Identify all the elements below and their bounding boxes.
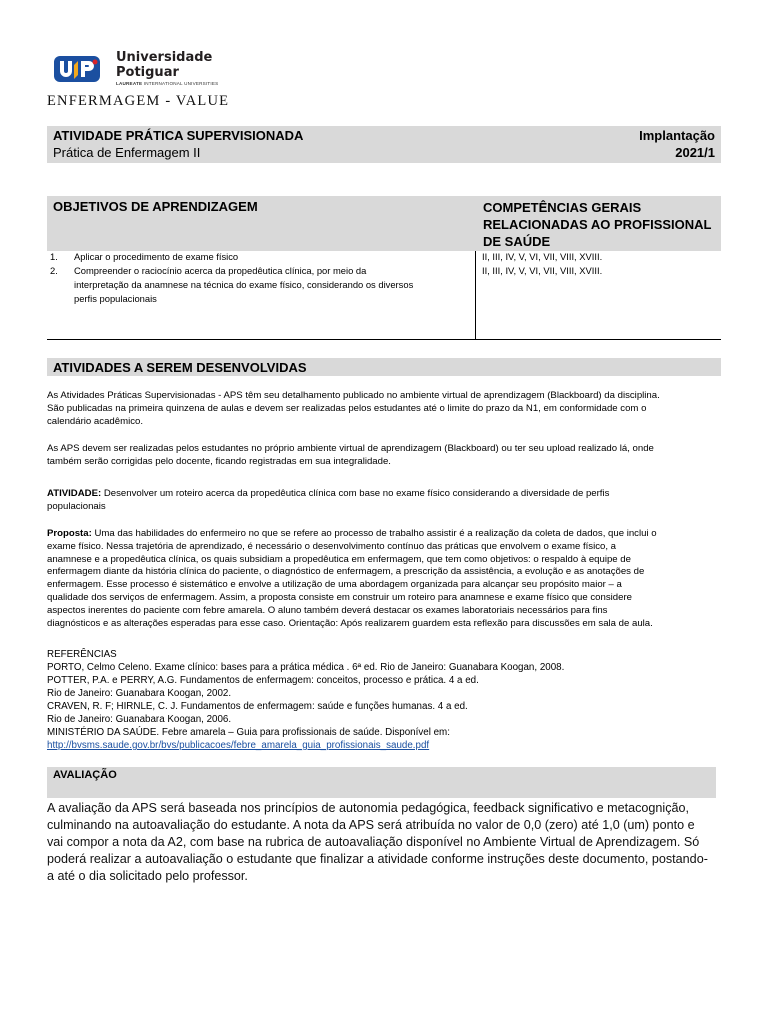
activities-heading: ATIVIDADES A SEREM DESENVOLVIDAS: [53, 360, 307, 375]
proposal-text: Proposta: Uma das habilidades do enfermeiro no que se refere ao processo de trabalho assistir é a realização da coleta de dados, que inclui o exame físico. Nessa trajetória de aprendizado, é necessário o desenvolvimento contínuo das práticas que envolvem o exame físico, a anamnese e a propedêutica clínica, os quais subsidiam a propedêutica em enfermagem, que tem como objetivos: o respaldo à equipe de enfermagem diante da história clínica do paciente, o diagnóstico de enfermagem, a prescrição da assistência, a evolução e as anotações de enfermagem. Esse processo é sistemático e envolve a utilização de uma abordagem organizada para alcançar seu propósito maior – a qualidade dos serviços de enfermagem. Assim, a proposta consiste em construir um roteiro para anamnese e exame físico que considere aspectos inerentes do paciente com febre amarela. O aluno também deverá destacar os exames laboratoriais necessários para fins diagnósticos e as alterações esperadas para esse caso. Orientação: Após realizarem guardem esta reflexão para discussões em sala de aula.: [47, 528, 657, 629]
evaluation-header-band: [47, 767, 716, 798]
implantation-label: Implantação: [639, 128, 715, 143]
objective-text: Aplicar o procedimento de exame físico: [74, 251, 239, 262]
reference-item: Rio de Janeiro: Guanabara Koogan, 2002.: [47, 688, 232, 699]
evaluation-text: A avaliação da APS será baseada nos princípios de autonomia pedagógica, feedback significativo e metacognição, culminando na autoavaliação do estudante. A nota da APS será atribuída no valor de 0,0 (zero) até 1,0 (um) ponto e vai compor a nota da A2, com base na rubrica de autoavaliação disponível no Ambiente Virtual de Aprendizagem. Só poderá realizar a autoavaliação o estudante que finalizar a atividade conforme instruções deste documento, postando- a até o dia solicitado pelo professor.: [47, 801, 708, 883]
reference-item: MINISTÉRIO DA SAÚDE. Febre amarela – Guia para profissionais de saúde. Disponível em:: [47, 727, 450, 738]
reference-item: POTTER, P.A. e PERRY, A.G. Fundamentos de enfermagem: conceitos, processo e prática. 4 a ed.: [47, 675, 479, 686]
table-bottom-border: [47, 339, 721, 340]
competency-list: II, III, IV, V, VI, VII, VIII, XVIII. II, III, IV, V, VI, VII, VIII, XVIII.: [482, 251, 603, 276]
course-name: ENFERMAGEM - VALUE: [47, 93, 230, 109]
competencies-heading: COMPETÊNCIAS GERAIS RELACIONADAS AO PROFISSIONAL DE SAÚDE: [483, 200, 712, 249]
discipline-name: Prática de Enfermagem II: [53, 145, 201, 160]
reference-item: CRAVEN, R. F; HIRNLE, C. J. Fundamentos de enfermagem: saúde e funções humanas. 4 a ed.: [47, 701, 468, 712]
references-heading: REFERÊNCIAS: [47, 649, 117, 660]
university-logo-icon: [54, 53, 100, 85]
reference-item: Rio de Janeiro: Guanabara Koogan, 2006.: [47, 714, 232, 725]
activities-upload-note: As APS devem ser realizadas pelos estudantes no próprio ambiente virtual de aprendizagem (Blackboard) ou ter seu upload realizado lá, onde também serão corrigidas pelo docente, ficando registradas em sua integralidade.: [47, 443, 654, 467]
objective-number: 2.: [50, 265, 58, 276]
objective-number: 1.: [50, 251, 58, 262]
period: 2021/1: [675, 145, 715, 160]
evaluation-heading: AVALIAÇÃO: [53, 769, 117, 781]
activity-title: ATIVIDADE PRÁTICA SUPERVISIONADA: [53, 128, 304, 143]
column-divider: [475, 251, 476, 339]
reference-item: PORTO, Celmo Celeno. Exame clínico: bases para a prática médica . 6ª ed. Rio de Janeiro: Guanabara Koogan, 2008.: [47, 662, 565, 673]
university-name: Universidade Potiguar: [116, 50, 213, 80]
objective-text: Compreender o raciocínio acerca da propedêutica clínica, por meio da interpretação da anamnese na técnica do exame físico, considerando os diversos perfis populacionais: [74, 265, 414, 304]
objectives-heading: OBJETIVOS DE APRENDIZAGEM: [53, 199, 258, 214]
activity-description: ATIVIDADE: Desenvolver um roteiro acerca da propedêutica clínica com base no exame físico considerando a diversidade de perfis populacionais: [47, 488, 610, 512]
activities-intro: As Atividades Práticas Supervisionadas - APS têm seu detalhamento publicado no ambiente virtual de aprendizagem (Blackboard) da disciplina. São publicadas na primeira quinzena de aulas e devem ser realizadas pelos estudantes até o limite do prazo da N1, em conformidade com o calendário acadêmico.: [47, 390, 660, 427]
university-network: LAUREATE INTERNATIONAL UNIVERSITIES: [116, 81, 219, 86]
references: [47, 648, 721, 752]
reference-link[interactable]: http://bvsms.saude.gov.br/bvs/publicacoes/febre_amarela_guia_profissionais_saude.pdf: [47, 740, 430, 751]
